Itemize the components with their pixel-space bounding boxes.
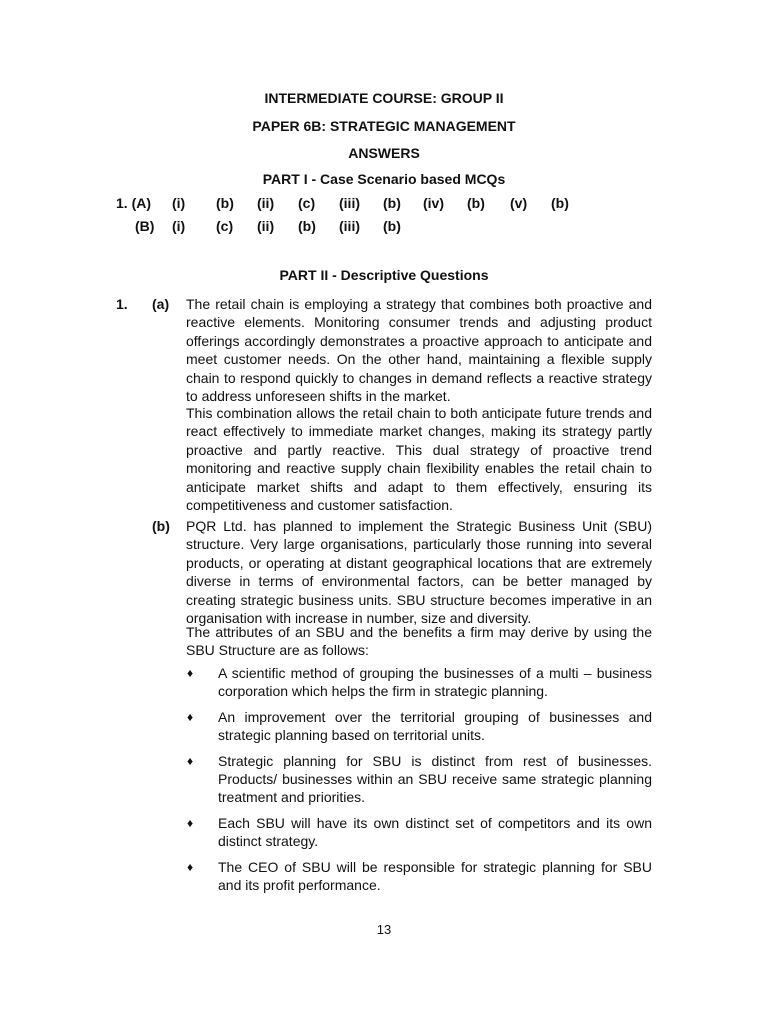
bullet-text: The CEO of SBU will be responsible for strategic planning for SBU and its profit performance. bbox=[218, 858, 652, 894]
diamond-bullet-icon: ♦ bbox=[187, 709, 194, 724]
sbu-attributes-list bbox=[186, 664, 652, 901]
mcq-answer: (b) bbox=[383, 195, 401, 211]
diamond-bullet-icon: ♦ bbox=[187, 753, 194, 768]
answer-a-paragraph-1: The retail chain is employing a strategy that combines both proactive and reactive elements. Monitoring consumer trends and adjusting product offerings accordingly demonstrates a proactive approach to anticipate and meet customer needs. On the other hand, maintaining a flexible supply chain to respond quickly to changes in demand reflects a reactive strategy to address unforeseen shifts in the market. bbox=[186, 296, 652, 405]
mcq-answer: (b) bbox=[216, 195, 234, 211]
diamond-bullet-icon: ♦ bbox=[187, 666, 194, 680]
page-number: 13 bbox=[376, 922, 392, 937]
paper-heading: PAPER 6B: STRATEGIC MANAGEMENT bbox=[252, 118, 516, 134]
mcq-row-b bbox=[0, 217, 768, 235]
mcq-answer: (b) bbox=[551, 195, 569, 211]
mcq-item-number: (iii) bbox=[339, 195, 360, 211]
list-item bbox=[186, 752, 652, 807]
answers-heading: ANSWERS bbox=[348, 145, 420, 161]
bullet-text: Each SBU will have its own distinct set of competitors and its own distinct strategy. bbox=[218, 814, 652, 850]
mcq-question-b: (B) bbox=[135, 218, 155, 234]
course-heading: INTERMEDIATE COURSE: GROUP II bbox=[264, 90, 504, 106]
answer-b-paragraph-2: The attributes of an SBU and the benefits a firm may derive by using the SBU Structure are as follows: bbox=[186, 624, 652, 659]
mcq-item-number: (ii) bbox=[257, 195, 275, 211]
list-item bbox=[186, 858, 652, 895]
mcq-row-a bbox=[0, 194, 768, 212]
mcq-item-number: (v) bbox=[510, 195, 528, 211]
bullet-text: An improvement over the territorial grouping of businesses and strategic planning based on territorial units. bbox=[218, 708, 652, 744]
mcq-item-number: (iv) bbox=[423, 195, 444, 211]
subpart-b-label: (b) bbox=[152, 518, 170, 534]
mcq-item-number: (i) bbox=[172, 218, 186, 234]
bullet-text: Strategic planning for SBU is distinct from rest of businesses. Products/ businesses within an SBU receive same strategic planning treatment and priorities. bbox=[218, 752, 652, 806]
answer-a-paragraph-2: This combination allows the retail chain to both anticipate future trends and react effectively to immediate market changes, making its strategy partly proactive and partly reactive. This dual strategy of proactive trend monitoring and reactive supply chain flexibility enables the retail chain to anticipate market shifts and adapt to them effectively, ensuring its competitiveness and customer satisfaction. bbox=[186, 405, 652, 514]
bullet-text: A scientific method of grouping the businesses of a multi – business corporation which helps the firm in strategic planning. bbox=[218, 665, 652, 700]
question-number: 1. bbox=[116, 296, 128, 312]
list-item bbox=[186, 708, 652, 745]
mcq-item-number: (i) bbox=[172, 195, 186, 211]
diamond-bullet-icon: ♦ bbox=[187, 815, 194, 830]
list-item bbox=[186, 664, 652, 701]
mcq-question-a: 1. (A) bbox=[116, 195, 151, 211]
diamond-bullet-icon: ♦ bbox=[187, 859, 194, 874]
subpart-a-label: (a) bbox=[152, 296, 170, 312]
mcq-item-number: (ii) bbox=[257, 218, 275, 234]
list-item bbox=[186, 814, 652, 851]
mcq-answer: (b) bbox=[298, 218, 316, 234]
mcq-answer: (c) bbox=[298, 195, 316, 211]
answer-b-paragraph-1: PQR Ltd. has planned to implement the Strategic Business Unit (SBU) structure. Very large organisations, particularly those running into several products, or operating at distant geographical locations that are extremely diverse in terms of environmental factors, can be better managed by creating strategic business units. SBU structure becomes imperative in an organisation with increase in number, size and diversity. bbox=[186, 518, 652, 627]
mcq-answer: (c) bbox=[216, 218, 234, 234]
part2-heading: PART II - Descriptive Questions bbox=[279, 267, 489, 283]
mcq-item-number: (iii) bbox=[339, 218, 360, 234]
mcq-answer: (b) bbox=[467, 195, 485, 211]
mcq-answer: (b) bbox=[383, 218, 401, 234]
part1-heading: PART I - Case Scenario based MCQs bbox=[262, 171, 506, 187]
